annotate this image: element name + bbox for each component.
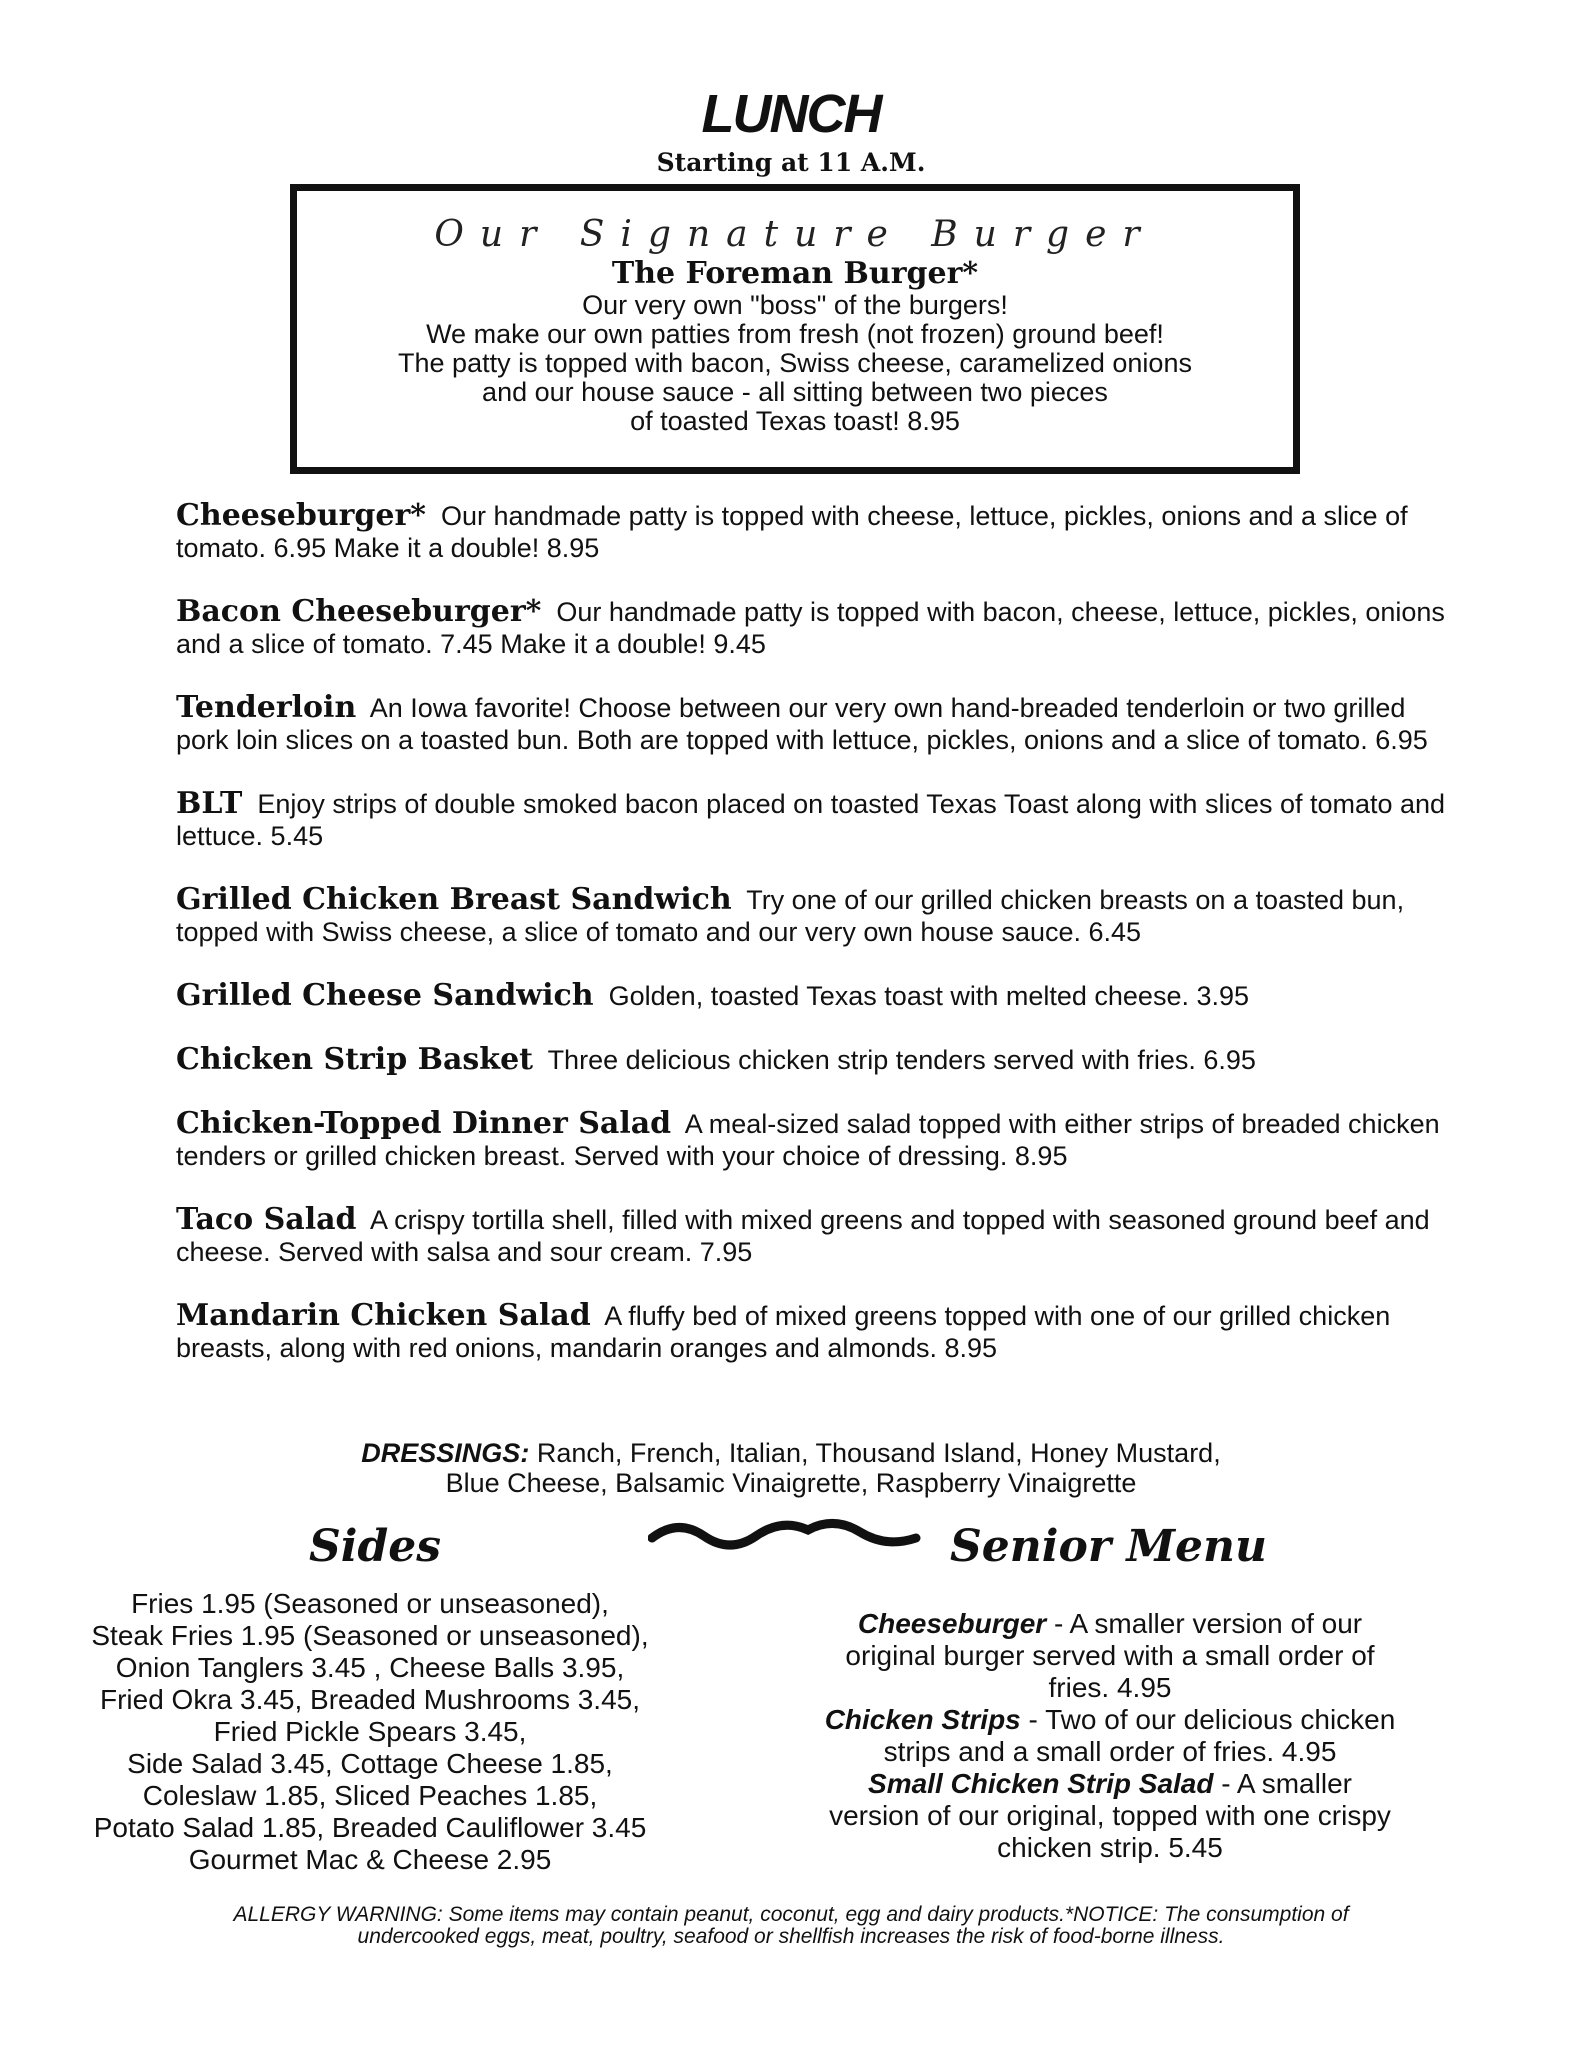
senior-item <box>820 1704 1400 1768</box>
senior-item-name: Small Chicken Strip Salad <box>868 1768 1214 1799</box>
sides-line: Onion Tanglers 3.45 , Cheese Balls 3.95, <box>115 1652 625 1683</box>
senior-item <box>820 1768 1400 1864</box>
senior-item-description: - A smaller version of our original burger served with a small order of fries. 4.95 <box>845 1608 1375 1703</box>
menu-item <box>176 980 1456 1012</box>
menu-item <box>176 500 1456 564</box>
item-name: Grilled Chicken Breast Sandwich <box>176 882 732 917</box>
senior-item-description: - Two of our delicious chicken strips and a small order of fries. 4.95 <box>883 1704 1396 1767</box>
menu-item <box>176 1108 1456 1172</box>
item-name: Cheeseburger* <box>176 498 426 533</box>
menu-item <box>176 596 1456 660</box>
sides-list <box>60 1588 680 1876</box>
menu-item <box>176 1204 1456 1268</box>
menu-items-list <box>176 500 1456 1396</box>
menu-item <box>176 1044 1456 1076</box>
item-name: Tenderloin <box>176 690 357 725</box>
item-name: Taco Salad <box>176 1202 357 1237</box>
item-description: A crispy tortilla shell, filled with mixed greens and topped with seasoned ground beef and cheese. Served with salsa and sour cream. 7.95 <box>176 1205 1430 1267</box>
item-description: An Iowa favorite! Choose between our very own hand-breaded tenderloin or two grilled pork loin slices on a toasted bun. Both are topped with lettuce, pickles, onions and a slice of tomato. 6.95 <box>176 693 1428 755</box>
menu-item <box>176 1300 1456 1364</box>
dressings-list: Ranch, French, Italian, Thousand Island, Honey Mustard, <box>536 1438 1221 1468</box>
dressings-label: DRESSINGS: <box>361 1438 530 1468</box>
item-name: Grilled Cheese Sandwich <box>176 978 594 1013</box>
dressings-note <box>0 1438 1582 1498</box>
signature-line: of toasted Texas toast! 8.95 <box>630 406 960 436</box>
dressings-line: Blue Cheese, Balsamic Vinaigrette, Raspberry Vinaigrette <box>445 1468 1137 1498</box>
item-name: BLT <box>176 786 243 821</box>
item-description: A fluffy bed of mixed greens topped with one of our grilled chicken breasts, along with red onions, mandarin oranges and almonds. 8.95 <box>176 1301 1391 1363</box>
signature-heading: Our Signature Burger <box>434 214 1156 255</box>
senior-item-description: - A smaller version of our original, topped with one crispy chicken strip. 5.45 <box>829 1768 1391 1863</box>
sides-line: Fried Okra 3.45, Breaded Mushrooms 3.45, <box>99 1684 641 1715</box>
sides-line: Fried Pickle Spears 3.45, <box>213 1716 527 1747</box>
senior-menu-title: Senior Menu <box>950 1521 1268 1572</box>
signature-line: and our house sauce - all sitting between two pieces <box>482 377 1108 407</box>
senior-item <box>820 1608 1400 1704</box>
sides-line: Steak Fries 1.95 (Seasoned or unseasoned), <box>91 1620 649 1651</box>
senior-item-name: Cheeseburger <box>857 1608 1047 1639</box>
item-description: Try one of our grilled chicken breasts on a toasted bun, topped with Swiss cheese, a slice of tomato and our very own house sauce. 6.45 <box>176 885 1405 947</box>
page-title: LUNCH <box>701 84 881 144</box>
item-name: Chicken Strip Basket <box>176 1042 534 1077</box>
menu-item <box>176 692 1456 756</box>
item-description: Enjoy strips of double smoked bacon placed on toasted Texas Toast along with slices of tomato and lettuce. 5.45 <box>176 789 1446 851</box>
menu-item <box>176 788 1456 852</box>
item-description: Our handmade patty is topped with cheese, lettuce, pickles, onions and a slice of tomato. 6.95 Make it a double! 8.95 <box>176 501 1408 563</box>
sides-title: Sides <box>308 1521 442 1572</box>
senior-menu-list <box>820 1608 1400 1864</box>
item-name: Bacon Cheeseburger* <box>176 594 542 629</box>
page-subtitle: Starting at 11 A.M. <box>656 148 926 177</box>
dressings-line <box>0 1438 1582 1468</box>
sides-line: Coleslaw 1.85, Sliced Peaches 1.85, <box>142 1780 598 1811</box>
item-description: Golden, toasted Texas toast with melted cheese. 3.95 <box>608 981 1250 1011</box>
signature-line: The patty is topped with bacon, Swiss cheese, caramelized onions <box>398 348 1192 378</box>
item-name: Mandarin Chicken Salad <box>176 1298 591 1333</box>
signature-line: We make our own patties from fresh (not frozen) ground beef! <box>426 319 1164 349</box>
sides-line: Gourmet Mac & Cheese 2.95 <box>188 1844 552 1875</box>
signature-line: Our very own "boss" of the burgers! <box>582 290 1008 320</box>
sides-line: Fries 1.95 (Seasoned or unseasoned), <box>131 1588 609 1619</box>
allergy-warning <box>100 1904 1482 1948</box>
item-description: A meal-sized salad topped with either strips of breaded chicken tenders or grilled chicken breast. Served with your choice of dressing. 8.95 <box>176 1109 1440 1171</box>
senior-item-name: Chicken Strips <box>824 1704 1021 1735</box>
menu-item <box>176 884 1456 948</box>
signature-burger-box <box>290 184 1300 474</box>
item-name: Chicken-Topped Dinner Salad <box>176 1106 672 1141</box>
footer-line: ALLERGY WARNING: Some items may contain peanut, coconut, egg and dairy products.*NOTICE: The consumption of <box>233 1903 1349 1926</box>
sides-line: Potato Salad 1.85, Breaded Cauliflower 3.45 <box>93 1812 647 1843</box>
sides-line: Side Salad 3.45, Cottage Cheese 1.85, <box>127 1748 613 1779</box>
signature-name: The Foreman Burger* <box>611 256 979 291</box>
item-description: Three delicious chicken strip tenders served with fries. 6.95 <box>547 1045 1256 1075</box>
footer-line: undercooked eggs, meat, poultry, seafood or shellfish increases the risk of food-borne illness. <box>357 1925 1225 1948</box>
item-description: Our handmade patty is topped with bacon, cheese, lettuce, pickles, onions and a slice of tomato. 7.45 Make it a double! 9.45 <box>176 597 1445 659</box>
